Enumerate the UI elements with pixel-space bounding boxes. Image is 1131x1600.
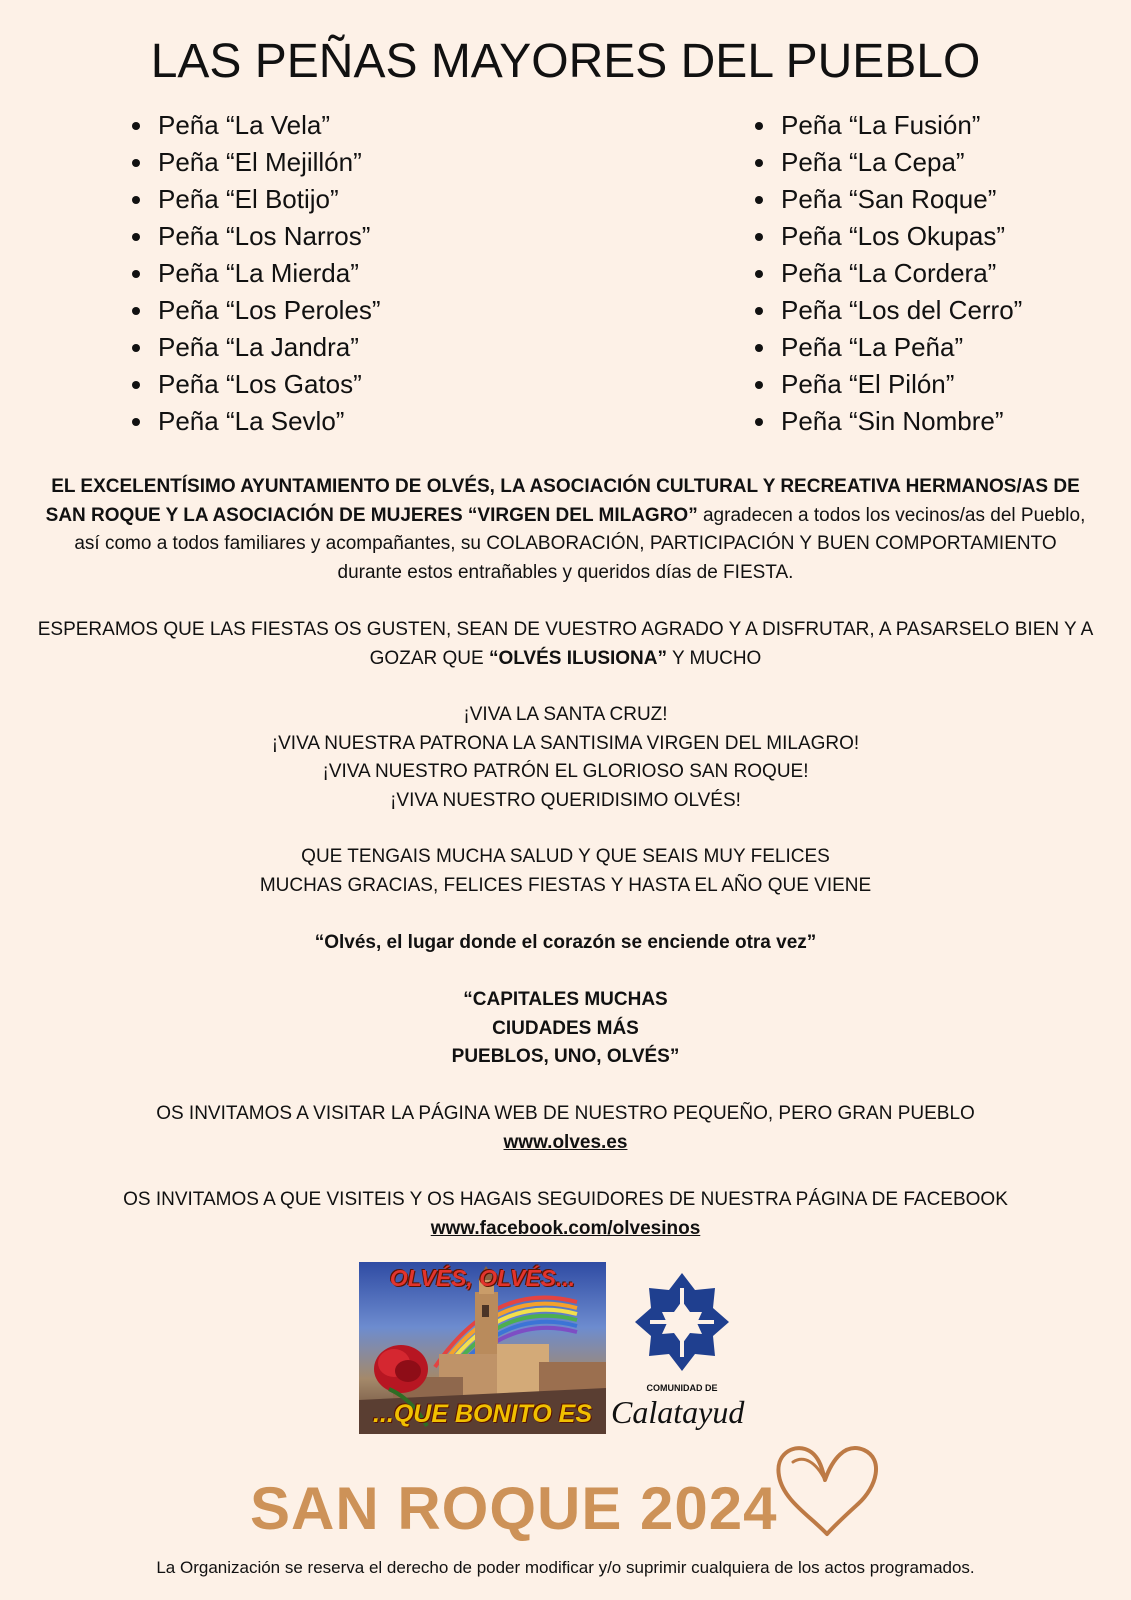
- bullet-icon: [755, 233, 763, 241]
- pena-name: Peña “La Fusión”: [781, 110, 981, 140]
- facebook-section: [0, 1186, 1131, 1243]
- bullet-icon: [755, 196, 763, 204]
- list-item: [130, 403, 381, 440]
- page-title: LAS PEÑAS MAYORES DEL PUEBLO: [150, 35, 981, 88]
- heart-icon: [775, 1442, 880, 1540]
- footer-disclaimer: La Organización se reserva el derecho de poder modificar y/o suprimir cualquiera de los actos programados.: [156, 1558, 975, 1577]
- bullet-icon: [132, 122, 140, 130]
- photo-top-text: OLVÉS, OLVÉS...: [389, 1265, 576, 1291]
- bullet-icon: [755, 344, 763, 352]
- list-item: [753, 181, 1022, 218]
- bullet-icon: [755, 122, 763, 130]
- facebook-link[interactable]: www.facebook.com/olvesinos: [430, 1217, 701, 1239]
- capitals-line: CIUDADES MÁS: [492, 1017, 639, 1039]
- olves-photo-logo: [359, 1262, 606, 1434]
- bullet-icon: [755, 307, 763, 315]
- bullet-icon: [755, 418, 763, 426]
- greetings-block: [0, 843, 1131, 900]
- list-item: [130, 218, 381, 255]
- vivas-block: [0, 701, 1131, 815]
- website-link[interactable]: www.olves.es: [503, 1131, 628, 1153]
- pena-name: Peña “La Mierda”: [158, 258, 359, 288]
- list-item: [753, 403, 1022, 440]
- footer-title: SAN ROQUE 2024: [250, 1475, 778, 1542]
- bullet-icon: [132, 418, 140, 426]
- pena-name: Peña “El Mejillón”: [158, 147, 362, 177]
- greeting-line: QUE TENGAIS MUCHA SALUD Y QUE SEAIS MUY FELICES: [301, 846, 830, 867]
- capitals-line: “CAPITALES MUCHAS: [463, 989, 668, 1010]
- facebook-invitation: OS INVITAMOS A QUE VISITEIS Y OS HAGAIS SEGUIDORES DE NUESTRA PÁGINA DE FACEBOOK: [123, 1189, 1008, 1210]
- list-item: [130, 292, 381, 329]
- capitals-motto: [0, 986, 1131, 1072]
- pena-name: Peña “El Pilón”: [781, 369, 955, 399]
- capitals-line: PUEBLOS, UNO, OLVÉS”: [451, 1046, 680, 1067]
- list-item: [130, 181, 381, 218]
- list-item: [753, 218, 1022, 255]
- bullet-icon: [132, 270, 140, 278]
- pena-name: Peña “Sin Nombre”: [781, 406, 1004, 436]
- calatayud-star-icon: [632, 1270, 732, 1375]
- pena-name: Peña “Los Peroles”: [158, 295, 381, 325]
- wishes-prefix: GOZAR QUE: [369, 647, 489, 669]
- pena-name: Peña “Los Okupas”: [781, 221, 1006, 251]
- acknowledgement-remainder: agradecen a todos los vecinos/as del Pueblo, así como a todos familiares y acompañantes, su COLABORACIÓN, PARTICIPACIÓN Y BUEN COMPORTAMIENTO durante estos entrañables y queridos días de FIESTA.: [74, 504, 1086, 583]
- list-item: [753, 292, 1022, 329]
- website-invitation: OS INVITAMOS A VISITAR LA PÁGINA WEB DE NUESTRO PEQUEÑO, PERO GRAN PUEBLO: [156, 1103, 975, 1124]
- pena-name: Peña “La Cepa”: [781, 147, 965, 177]
- bullet-icon: [755, 381, 763, 389]
- list-item: [753, 144, 1022, 181]
- list-item: [130, 366, 381, 403]
- wishes-paragraph: [0, 616, 1131, 673]
- community-label: COMUNIDAD DE: [646, 1383, 718, 1393]
- list-item: [130, 255, 381, 292]
- bullet-icon: [755, 270, 763, 278]
- list-item: [753, 107, 1022, 144]
- viva-line: ¡VIVA LA SANTA CRUZ!: [463, 704, 668, 725]
- bullet-icon: [132, 233, 140, 241]
- olves-ilusiona-text: “OLVÉS ILUSIONA”: [488, 647, 668, 669]
- pena-name: Peña “Los Gatos”: [158, 369, 362, 399]
- photo-bottom-text: ...QUE BONITO ES: [372, 1400, 593, 1428]
- pena-name: Peña “Los Narros”: [158, 221, 371, 251]
- motto: “Olvés, el lugar donde el corazón se enciende otra vez”: [314, 932, 817, 953]
- bullet-icon: [132, 344, 140, 352]
- acknowledgement-bold-intro: EL EXCELENTÍSIMO AYUNTAMIENTO DE OLVÉS, LA ASOCIACIÓN CULTURAL Y RECREATIVA HERMANOS/AS DE SAN ROQUE Y LA ASOCIACIÓN DE MUJERES “VIRGEN DEL MILAGRO”: [45, 476, 1080, 526]
- list-item: [130, 329, 381, 366]
- bullet-icon: [132, 307, 140, 315]
- pena-name: Peña “El Botijo”: [158, 184, 339, 214]
- pena-name: Peña “La Peña”: [781, 332, 964, 362]
- bullet-icon: [755, 159, 763, 167]
- wishes-line: ESPERAMOS QUE LAS FIESTAS OS GUSTEN, SEAN DE VUESTRO AGRADO Y A DISFRUTAR, A PASARSELO BIEN Y A: [37, 619, 1094, 640]
- pena-name: Peña “La Cordera”: [781, 258, 997, 288]
- pena-name: Peña “Los del Cerro”: [781, 295, 1023, 325]
- wishes-line: [0, 645, 1131, 674]
- viva-line: ¡VIVA NUESTRA PATRONA LA SANTISIMA VIRGEN DEL MILAGRO!: [271, 732, 860, 754]
- bullet-icon: [132, 196, 140, 204]
- pena-name: Peña “La Sevlo”: [158, 406, 345, 436]
- wishes-suffix: Y MUCHO: [667, 647, 762, 669]
- pena-name: Peña “San Roque”: [781, 184, 997, 214]
- website-section: [0, 1100, 1131, 1157]
- bullet-icon: [132, 381, 140, 389]
- viva-line: ¡VIVA NUESTRO PATRÓN EL GLORIOSO SAN ROQUE!: [322, 761, 809, 782]
- pena-name: Peña “La Jandra”: [158, 332, 359, 362]
- list-item: [130, 107, 381, 144]
- viva-line: ¡VIVA NUESTRO QUERIDISIMO OLVÉS!: [390, 789, 741, 811]
- pena-name: Peña “La Vela”: [158, 110, 331, 140]
- list-item: [130, 144, 381, 181]
- greeting-line: MUCHAS GRACIAS, FELICES FIESTAS Y HASTA EL AÑO QUE VIENE: [259, 874, 872, 896]
- list-item: [753, 366, 1022, 403]
- calatayud-community-logo: [608, 1270, 770, 1434]
- pena-list-left: [130, 107, 381, 440]
- list-item: [753, 329, 1022, 366]
- bullet-icon: [132, 159, 140, 167]
- acknowledgement-paragraph: [0, 473, 1131, 587]
- pena-list-right: [753, 107, 1022, 440]
- community-name: Calatayud: [611, 1394, 745, 1430]
- list-item: [753, 255, 1022, 292]
